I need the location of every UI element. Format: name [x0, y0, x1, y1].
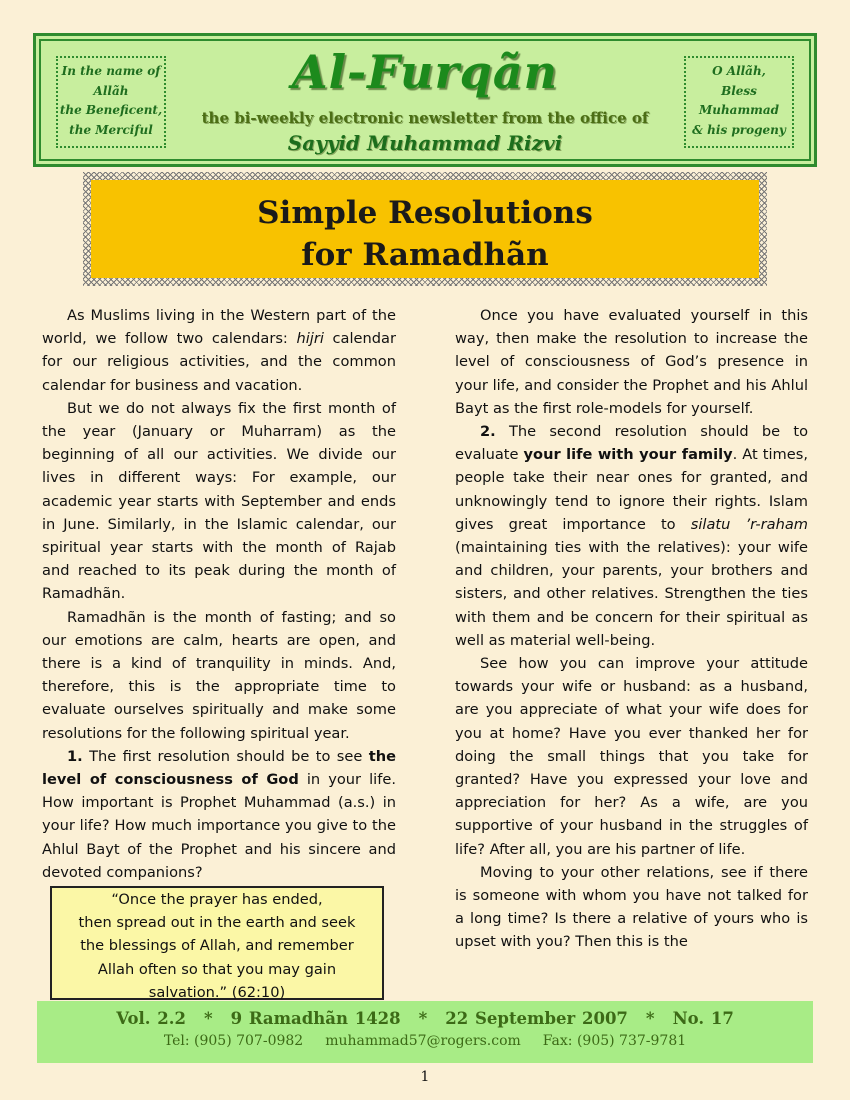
paragraph: [455, 420, 808, 652]
newsletter-footer: [37, 1001, 813, 1063]
volume-number: Vol. 2.2: [116, 1009, 186, 1028]
bismillah-line: Allãh: [93, 83, 129, 98]
bismillah-line: the Merciful: [69, 122, 153, 137]
newsletter-subtitle: the bi-weekly electronic newsletter from the office of: [201, 109, 649, 127]
text: The second resolution should be to evaluate: [455, 423, 808, 464]
text: . At times, people take their near ones for granted, and unknowingly tend to ignore their rights. Islam gives great importance to: [455, 446, 808, 533]
separator: *: [645, 1009, 655, 1028]
paragraph: Moving to your other relations, see if there is someone with whom you have not talked for a long time? Is there a relative of yours who is upset with you? Then this is the: [455, 863, 808, 951]
right-column: [455, 304, 808, 954]
paragraph: Once you have evaluated yourself in this way, then make the resolution to increase the level of consciousness of God’s presence in your life, and consider the Prophet and his Ahlul Bayt as the first role-models for yourself.: [455, 307, 808, 417]
quote-line: then spread out in the earth and seek: [78, 914, 356, 932]
salawat-line: O Allãh,: [712, 64, 766, 78]
text: As Muslims living in the Western part of the world, we follow two calendars:: [42, 307, 396, 348]
telephone: Tel: (905) 707-0982: [163, 1033, 304, 1049]
bismillah-line: the Beneficent,: [59, 103, 163, 117]
emphasis-text: the level of consciousness of God: [42, 747, 396, 789]
text: in your life. How important is Prophet Muhammad (a.s.) in your life? How much importance you give to the Ahlul Bayt of the Prophet and his sincere and devoted companions?: [42, 771, 396, 881]
masthead: [33, 33, 817, 167]
quote-line: salvation.” (62:10): [148, 983, 286, 1001]
quote-line: the blessings of Allah, and remember: [80, 937, 354, 955]
left-column: [42, 304, 396, 884]
newsletter-author: Sayyid Muhammad Rizvi: [287, 131, 563, 155]
separator: *: [203, 1009, 213, 1028]
resolution-number: 2.: [480, 423, 496, 441]
issue-number: No. 17: [672, 1009, 734, 1028]
salawat-line: Bless: [721, 83, 757, 98]
resolution-number: 1.: [67, 747, 83, 765]
paragraph: Ramadhãn is the month of fasting; and so our emotions are calm, hearts are open, and there is a kind of tranquility in minds. And, therefore, this is the appropriate time to evaluate ourselves spiritually and make some resolutions for the following spiritual year.: [42, 608, 396, 742]
quote-line: Allah often so that you may gain: [97, 960, 337, 978]
issue-info: [37, 1001, 813, 1030]
paragraph: [42, 304, 396, 397]
paragraph: [42, 745, 396, 884]
emphasis-text: your life with your family: [523, 446, 733, 464]
salawat-line: Muhammad: [698, 103, 780, 117]
text: (maintaining ties with the relatives): your wife and children, your parents, your brothers and sisters, and other relatives. Strengthen the ties with them and be concern for their spiritual as well as material well-being.: [455, 539, 808, 649]
hijri-date: 9 Ramadhãn 1428: [230, 1009, 401, 1028]
article-title-line: Simple Resolutions: [257, 195, 593, 231]
article-title-banner: [91, 180, 759, 278]
article-title-line: for Ramadhãn: [301, 237, 549, 273]
newsletter-title: Al-Furqãn: [291, 45, 559, 99]
salawat-line: & his progeny: [692, 122, 786, 137]
text: calendar for our religious activities, and the common calendar for business and vacation.: [42, 330, 396, 394]
paragraph: But we do not always fix the first month of the year (January or Muharram) as the beginning of all our activities. We divide our lives in different ways: For example, our academic year starts with September and ends in June. Similarly, in the Islamic calendar, our spiritual year starts with the month of Rajab and reached to its peak during the month of Ramadhãn.: [42, 399, 396, 603]
fax: Fax: (905) 737-9781: [542, 1033, 687, 1049]
italic-term: silatu ’r-raham: [690, 515, 808, 533]
bismillah-line: In the name of: [61, 64, 161, 78]
separator: *: [418, 1009, 428, 1028]
page-number: 1: [420, 1069, 430, 1085]
italic-term: hijri: [296, 330, 324, 348]
contact-info: [37, 1030, 813, 1051]
article-title-frame: [83, 172, 767, 286]
paragraph: See how you can improve your attitude towards your wife or husband: as a husband, are you appreciate of what your wife does for you at home? Have you ever thanked her for doing the small things that you take for granted? Have you expressed your love and appreciation for her? As a wife, are you supportive of your husband in the struggles of life? After all, you are his partner of life.: [455, 655, 808, 858]
email-address[interactable]: muhammad57@rogers.com: [325, 1033, 521, 1049]
salawat-box: [684, 56, 794, 148]
quote-line: “Once the prayer has ended,: [111, 891, 323, 908]
quran-quote-box: [50, 886, 384, 1000]
gregorian-date: 22 September 2007: [445, 1009, 628, 1028]
text: The first resolution should be to see: [82, 747, 369, 765]
